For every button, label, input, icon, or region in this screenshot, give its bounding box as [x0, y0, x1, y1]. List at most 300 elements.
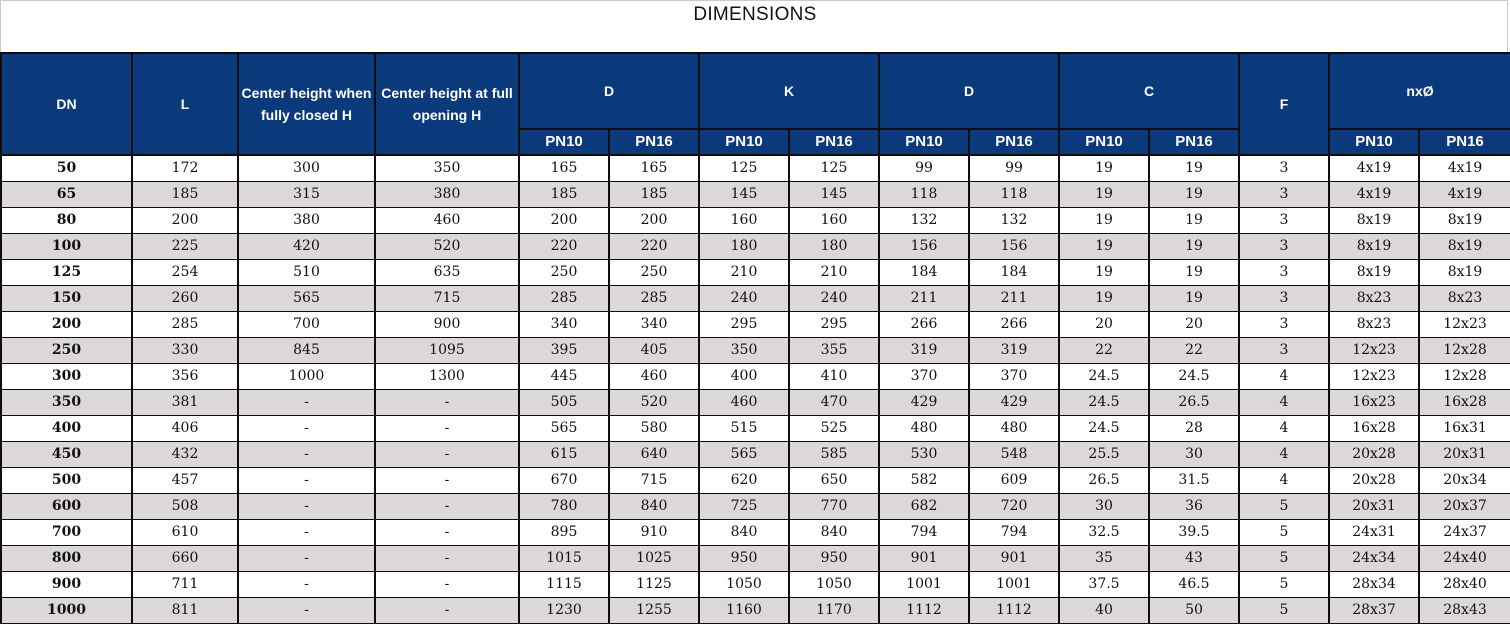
cell-nxo-pn10: 20x31: [1329, 493, 1419, 519]
cell-c-pn10: 19: [1059, 285, 1149, 311]
cell-center-open: -: [375, 519, 519, 545]
cell-dn: 800: [1, 545, 132, 571]
cell-d-pn10: 670: [519, 467, 609, 493]
cell-d2-pn10: 184: [879, 259, 969, 285]
cell-l: 811: [132, 597, 238, 623]
table-row: [1, 519, 1510, 545]
cell-f: 3: [1239, 259, 1329, 285]
table-row: [1, 493, 1510, 519]
cell-d-pn16: 640: [609, 441, 699, 467]
cell-d-pn10: 505: [519, 389, 609, 415]
cell-d2-pn10: 266: [879, 311, 969, 337]
cell-dn: 65: [1, 181, 132, 207]
table-row: [1, 441, 1510, 467]
header-d-flange: D: [519, 53, 699, 129]
cell-nxo-pn16: 28x40: [1419, 571, 1510, 597]
cell-c-pn16: 19: [1149, 259, 1239, 285]
cell-nxo-pn16: 16x31: [1419, 415, 1510, 441]
cell-center-open: -: [375, 493, 519, 519]
cell-center-open: -: [375, 571, 519, 597]
cell-c-pn10: 19: [1059, 207, 1149, 233]
cell-d-pn10: 220: [519, 233, 609, 259]
table-row: [1, 155, 1510, 181]
cell-center-closed: -: [238, 467, 375, 493]
cell-center-open: 635: [375, 259, 519, 285]
cell-k-pn16: 125: [789, 155, 879, 181]
cell-k-pn16: 650: [789, 467, 879, 493]
cell-d2-pn16: 132: [969, 207, 1059, 233]
cell-d2-pn10: 319: [879, 337, 969, 363]
cell-center-closed: 420: [238, 233, 375, 259]
cell-d2-pn16: 720: [969, 493, 1059, 519]
table-row: [1, 389, 1510, 415]
cell-l: 406: [132, 415, 238, 441]
cell-d2-pn10: 1112: [879, 597, 969, 623]
cell-center-closed: 315: [238, 181, 375, 207]
cell-d-pn10: 185: [519, 181, 609, 207]
cell-d-pn16: 580: [609, 415, 699, 441]
cell-k-pn16: 410: [789, 363, 879, 389]
cell-center-open: 520: [375, 233, 519, 259]
cell-d2-pn10: 480: [879, 415, 969, 441]
cell-center-open: -: [375, 389, 519, 415]
table-row: [1, 545, 1510, 571]
cell-c-pn10: 19: [1059, 259, 1149, 285]
cell-k-pn10: 565: [699, 441, 789, 467]
cell-nxo-pn10: 8x23: [1329, 285, 1419, 311]
cell-c-pn10: 40: [1059, 597, 1149, 623]
table-row: [1, 207, 1510, 233]
header-nxo: nxØ: [1329, 53, 1510, 129]
table-row: [1, 467, 1510, 493]
cell-d-pn16: 200: [609, 207, 699, 233]
cell-k-pn16: 240: [789, 285, 879, 311]
cell-d-pn16: 1025: [609, 545, 699, 571]
header-c-pn10: PN10: [1059, 129, 1149, 155]
cell-d2-pn10: 530: [879, 441, 969, 467]
dimensions-table: [0, 52, 1510, 624]
cell-center-open: -: [375, 597, 519, 623]
header-d-raised: D: [879, 53, 1059, 129]
cell-c-pn16: 39.5: [1149, 519, 1239, 545]
cell-d-pn16: 405: [609, 337, 699, 363]
cell-d-pn10: 565: [519, 415, 609, 441]
cell-c-pn10: 25.5: [1059, 441, 1149, 467]
cell-l: 508: [132, 493, 238, 519]
cell-c-pn10: 24.5: [1059, 363, 1149, 389]
cell-l: 610: [132, 519, 238, 545]
cell-nxo-pn16: 28x43: [1419, 597, 1510, 623]
cell-k-pn10: 620: [699, 467, 789, 493]
cell-d-pn16: 460: [609, 363, 699, 389]
cell-d2-pn16: 480: [969, 415, 1059, 441]
cell-nxo-pn16: 24x40: [1419, 545, 1510, 571]
cell-d2-pn16: 211: [969, 285, 1059, 311]
cell-k-pn16: 1050: [789, 571, 879, 597]
cell-center-closed: -: [238, 519, 375, 545]
cell-nxo-pn10: 16x23: [1329, 389, 1419, 415]
cell-c-pn16: 43: [1149, 545, 1239, 571]
cell-c-pn10: 24.5: [1059, 389, 1149, 415]
header-c-pn16: PN16: [1149, 129, 1239, 155]
cell-f: 3: [1239, 337, 1329, 363]
cell-d2-pn10: 211: [879, 285, 969, 311]
cell-center-open: 1095: [375, 337, 519, 363]
cell-nxo-pn10: 24x34: [1329, 545, 1419, 571]
cell-f: 5: [1239, 519, 1329, 545]
cell-c-pn16: 19: [1149, 285, 1239, 311]
cell-k-pn10: 145: [699, 181, 789, 207]
cell-nxo-pn10: 4x19: [1329, 155, 1419, 181]
cell-k-pn10: 125: [699, 155, 789, 181]
cell-d-pn16: 165: [609, 155, 699, 181]
cell-f: 5: [1239, 493, 1329, 519]
cell-d2-pn16: 1001: [969, 571, 1059, 597]
cell-center-open: 350: [375, 155, 519, 181]
cell-d2-pn10: 582: [879, 467, 969, 493]
cell-center-open: -: [375, 545, 519, 571]
cell-l: 172: [132, 155, 238, 181]
cell-f: 4: [1239, 415, 1329, 441]
table-row: [1, 363, 1510, 389]
cell-c-pn16: 30: [1149, 441, 1239, 467]
cell-f: 5: [1239, 597, 1329, 623]
header-d-pn16: PN16: [609, 129, 699, 155]
cell-center-closed: 845: [238, 337, 375, 363]
cell-d-pn16: 910: [609, 519, 699, 545]
cell-d-pn10: 895: [519, 519, 609, 545]
cell-k-pn10: 400: [699, 363, 789, 389]
cell-d-pn16: 1125: [609, 571, 699, 597]
cell-d-pn10: 200: [519, 207, 609, 233]
cell-d2-pn16: 794: [969, 519, 1059, 545]
cell-k-pn10: 210: [699, 259, 789, 285]
cell-d2-pn10: 429: [879, 389, 969, 415]
cell-d2-pn16: 901: [969, 545, 1059, 571]
cell-nxo-pn10: 12x23: [1329, 337, 1419, 363]
cell-nxo-pn10: 20x28: [1329, 467, 1419, 493]
table-row: [1, 285, 1510, 311]
cell-k-pn10: 295: [699, 311, 789, 337]
cell-nxo-pn16: 8x19: [1419, 233, 1510, 259]
cell-nxo-pn10: 12x23: [1329, 363, 1419, 389]
cell-c-pn16: 19: [1149, 181, 1239, 207]
cell-nxo-pn16: 8x19: [1419, 259, 1510, 285]
header-k-pn10: PN10: [699, 129, 789, 155]
cell-d-pn10: 395: [519, 337, 609, 363]
cell-d2-pn16: 99: [969, 155, 1059, 181]
cell-c-pn16: 19: [1149, 233, 1239, 259]
cell-d-pn10: 445: [519, 363, 609, 389]
cell-l: 457: [132, 467, 238, 493]
cell-dn: 125: [1, 259, 132, 285]
cell-d2-pn10: 118: [879, 181, 969, 207]
cell-dn: 250: [1, 337, 132, 363]
cell-c-pn10: 32.5: [1059, 519, 1149, 545]
cell-k-pn16: 180: [789, 233, 879, 259]
header-center-height-closed: Center height when fully closed H: [238, 53, 375, 155]
cell-k-pn16: 840: [789, 519, 879, 545]
cell-k-pn16: 470: [789, 389, 879, 415]
cell-dn: 900: [1, 571, 132, 597]
cell-c-pn16: 19: [1149, 207, 1239, 233]
cell-l: 285: [132, 311, 238, 337]
cell-c-pn10: 19: [1059, 233, 1149, 259]
cell-d-pn10: 1015: [519, 545, 609, 571]
table-row: [1, 259, 1510, 285]
cell-center-closed: -: [238, 493, 375, 519]
cell-d2-pn16: 548: [969, 441, 1059, 467]
cell-nxo-pn10: 8x19: [1329, 259, 1419, 285]
cell-nxo-pn16: 12x23: [1419, 311, 1510, 337]
table-body: [1, 155, 1510, 623]
cell-k-pn10: 515: [699, 415, 789, 441]
header-c: C: [1059, 53, 1239, 129]
cell-dn: 600: [1, 493, 132, 519]
cell-k-pn16: 770: [789, 493, 879, 519]
cell-center-closed: 380: [238, 207, 375, 233]
cell-center-closed: 300: [238, 155, 375, 181]
cell-c-pn16: 31.5: [1149, 467, 1239, 493]
cell-f: 4: [1239, 363, 1329, 389]
cell-d2-pn16: 156: [969, 233, 1059, 259]
cell-dn: 500: [1, 467, 132, 493]
header-d-pn10: PN10: [519, 129, 609, 155]
page-title: DIMENSIONS: [693, 4, 817, 25]
cell-f: 3: [1239, 285, 1329, 311]
cell-center-open: -: [375, 415, 519, 441]
cell-l: 330: [132, 337, 238, 363]
cell-c-pn16: 22: [1149, 337, 1239, 363]
cell-c-pn16: 50: [1149, 597, 1239, 623]
cell-k-pn16: 210: [789, 259, 879, 285]
cell-l: 711: [132, 571, 238, 597]
cell-d2-pn16: 118: [969, 181, 1059, 207]
table-row: [1, 337, 1510, 363]
cell-nxo-pn16: 16x28: [1419, 389, 1510, 415]
cell-center-closed: 700: [238, 311, 375, 337]
cell-c-pn10: 26.5: [1059, 467, 1149, 493]
cell-f: 5: [1239, 571, 1329, 597]
cell-f: 4: [1239, 467, 1329, 493]
header-d2-pn10: PN10: [879, 129, 969, 155]
cell-center-closed: -: [238, 441, 375, 467]
header-k: K: [699, 53, 879, 129]
cell-k-pn10: 460: [699, 389, 789, 415]
cell-nxo-pn16: 20x34: [1419, 467, 1510, 493]
cell-d-pn16: 285: [609, 285, 699, 311]
table-row: [1, 233, 1510, 259]
header-f: F: [1239, 53, 1329, 155]
cell-c-pn16: 46.5: [1149, 571, 1239, 597]
cell-d2-pn10: 901: [879, 545, 969, 571]
cell-d-pn16: 715: [609, 467, 699, 493]
cell-nxo-pn10: 8x19: [1329, 233, 1419, 259]
cell-nxo-pn16: 12x28: [1419, 363, 1510, 389]
cell-d2-pn16: 429: [969, 389, 1059, 415]
cell-center-open: 900: [375, 311, 519, 337]
cell-dn: 1000: [1, 597, 132, 623]
cell-l: 225: [132, 233, 238, 259]
cell-d-pn16: 185: [609, 181, 699, 207]
cell-l: 260: [132, 285, 238, 311]
cell-c-pn10: 37.5: [1059, 571, 1149, 597]
cell-dn: 80: [1, 207, 132, 233]
cell-nxo-pn16: 12x28: [1419, 337, 1510, 363]
cell-k-pn16: 950: [789, 545, 879, 571]
cell-d2-pn10: 132: [879, 207, 969, 233]
cell-d-pn10: 165: [519, 155, 609, 181]
cell-k-pn10: 1160: [699, 597, 789, 623]
cell-f: 3: [1239, 311, 1329, 337]
cell-c-pn16: 24.5: [1149, 363, 1239, 389]
cell-c-pn16: 28: [1149, 415, 1239, 441]
cell-nxo-pn16: 20x31: [1419, 441, 1510, 467]
cell-k-pn10: 950: [699, 545, 789, 571]
cell-f: 5: [1239, 545, 1329, 571]
cell-d2-pn16: 370: [969, 363, 1059, 389]
cell-k-pn10: 725: [699, 493, 789, 519]
cell-center-closed: -: [238, 415, 375, 441]
table-row: [1, 597, 1510, 623]
cell-d-pn10: 1230: [519, 597, 609, 623]
cell-d-pn10: 250: [519, 259, 609, 285]
cell-c-pn16: 36: [1149, 493, 1239, 519]
cell-l: 381: [132, 389, 238, 415]
cell-nxo-pn10: 8x19: [1329, 207, 1419, 233]
cell-center-closed: 510: [238, 259, 375, 285]
cell-dn: 350: [1, 389, 132, 415]
cell-l: 200: [132, 207, 238, 233]
cell-center-closed: -: [238, 571, 375, 597]
cell-d2-pn10: 370: [879, 363, 969, 389]
cell-l: 356: [132, 363, 238, 389]
cell-k-pn16: 355: [789, 337, 879, 363]
cell-dn: 400: [1, 415, 132, 441]
cell-k-pn10: 180: [699, 233, 789, 259]
header-nxo-pn10: PN10: [1329, 129, 1419, 155]
cell-k-pn10: 840: [699, 519, 789, 545]
cell-d2-pn10: 794: [879, 519, 969, 545]
cell-f: 3: [1239, 181, 1329, 207]
cell-c-pn10: 20: [1059, 311, 1149, 337]
cell-dn: 300: [1, 363, 132, 389]
cell-l: 660: [132, 545, 238, 571]
cell-nxo-pn10: 24x31: [1329, 519, 1419, 545]
cell-d-pn16: 220: [609, 233, 699, 259]
cell-d-pn10: 285: [519, 285, 609, 311]
cell-dn: 50: [1, 155, 132, 181]
cell-center-closed: -: [238, 597, 375, 623]
cell-d2-pn10: 682: [879, 493, 969, 519]
header-dn: DN: [1, 53, 132, 155]
cell-d-pn10: 780: [519, 493, 609, 519]
cell-nxo-pn10: 8x23: [1329, 311, 1419, 337]
cell-c-pn16: 20: [1149, 311, 1239, 337]
cell-f: 3: [1239, 207, 1329, 233]
cell-nxo-pn10: 28x37: [1329, 597, 1419, 623]
header-nxo-pn16: PN16: [1419, 129, 1510, 155]
cell-center-open: 380: [375, 181, 519, 207]
cell-d2-pn10: 1001: [879, 571, 969, 597]
cell-c-pn10: 30: [1059, 493, 1149, 519]
cell-nxo-pn16: 4x19: [1419, 181, 1510, 207]
cell-k-pn16: 160: [789, 207, 879, 233]
cell-c-pn10: 24.5: [1059, 415, 1149, 441]
cell-k-pn10: 350: [699, 337, 789, 363]
cell-c-pn10: 19: [1059, 155, 1149, 181]
cell-d-pn16: 250: [609, 259, 699, 285]
cell-d2-pn16: 609: [969, 467, 1059, 493]
cell-f: 3: [1239, 155, 1329, 181]
cell-k-pn16: 145: [789, 181, 879, 207]
cell-nxo-pn16: 8x23: [1419, 285, 1510, 311]
cell-c-pn10: 19: [1059, 181, 1149, 207]
header-l: L: [132, 53, 238, 155]
cell-c-pn10: 22: [1059, 337, 1149, 363]
table-row: [1, 311, 1510, 337]
cell-dn: 100: [1, 233, 132, 259]
cell-d2-pn16: 319: [969, 337, 1059, 363]
cell-nxo-pn16: 8x19: [1419, 207, 1510, 233]
cell-f: 4: [1239, 389, 1329, 415]
cell-nxo-pn10: 28x34: [1329, 571, 1419, 597]
cell-c-pn16: 19: [1149, 155, 1239, 181]
table-row: [1, 181, 1510, 207]
cell-d-pn10: 1115: [519, 571, 609, 597]
cell-d-pn10: 615: [519, 441, 609, 467]
cell-center-open: 1300: [375, 363, 519, 389]
cell-f: 4: [1239, 441, 1329, 467]
cell-f: 3: [1239, 233, 1329, 259]
cell-dn: 200: [1, 311, 132, 337]
cell-center-closed: -: [238, 389, 375, 415]
cell-nxo-pn10: 16x28: [1329, 415, 1419, 441]
header-d2-pn16: PN16: [969, 129, 1059, 155]
cell-center-closed: 565: [238, 285, 375, 311]
cell-dn: 450: [1, 441, 132, 467]
cell-d2-pn16: 266: [969, 311, 1059, 337]
cell-center-open: 715: [375, 285, 519, 311]
cell-k-pn16: 1170: [789, 597, 879, 623]
cell-nxo-pn16: 20x37: [1419, 493, 1510, 519]
cell-dn: 150: [1, 285, 132, 311]
cell-dn: 700: [1, 519, 132, 545]
cell-c-pn10: 35: [1059, 545, 1149, 571]
cell-nxo-pn10: 4x19: [1329, 181, 1419, 207]
cell-k-pn10: 160: [699, 207, 789, 233]
cell-k-pn10: 1050: [699, 571, 789, 597]
header-center-height-open: Center height at full opening H: [375, 53, 519, 155]
cell-l: 432: [132, 441, 238, 467]
cell-center-open: 460: [375, 207, 519, 233]
cell-nxo-pn10: 20x28: [1329, 441, 1419, 467]
cell-d-pn16: 840: [609, 493, 699, 519]
cell-nxo-pn16: 4x19: [1419, 155, 1510, 181]
table-row: [1, 415, 1510, 441]
cell-center-closed: -: [238, 545, 375, 571]
cell-c-pn16: 26.5: [1149, 389, 1239, 415]
header-k-pn16: PN16: [789, 129, 879, 155]
cell-center-open: -: [375, 467, 519, 493]
cell-center-open: -: [375, 441, 519, 467]
cell-k-pn10: 240: [699, 285, 789, 311]
cell-d2-pn16: 184: [969, 259, 1059, 285]
cell-d-pn16: 1255: [609, 597, 699, 623]
cell-d-pn10: 340: [519, 311, 609, 337]
cell-k-pn16: 525: [789, 415, 879, 441]
cell-d-pn16: 340: [609, 311, 699, 337]
